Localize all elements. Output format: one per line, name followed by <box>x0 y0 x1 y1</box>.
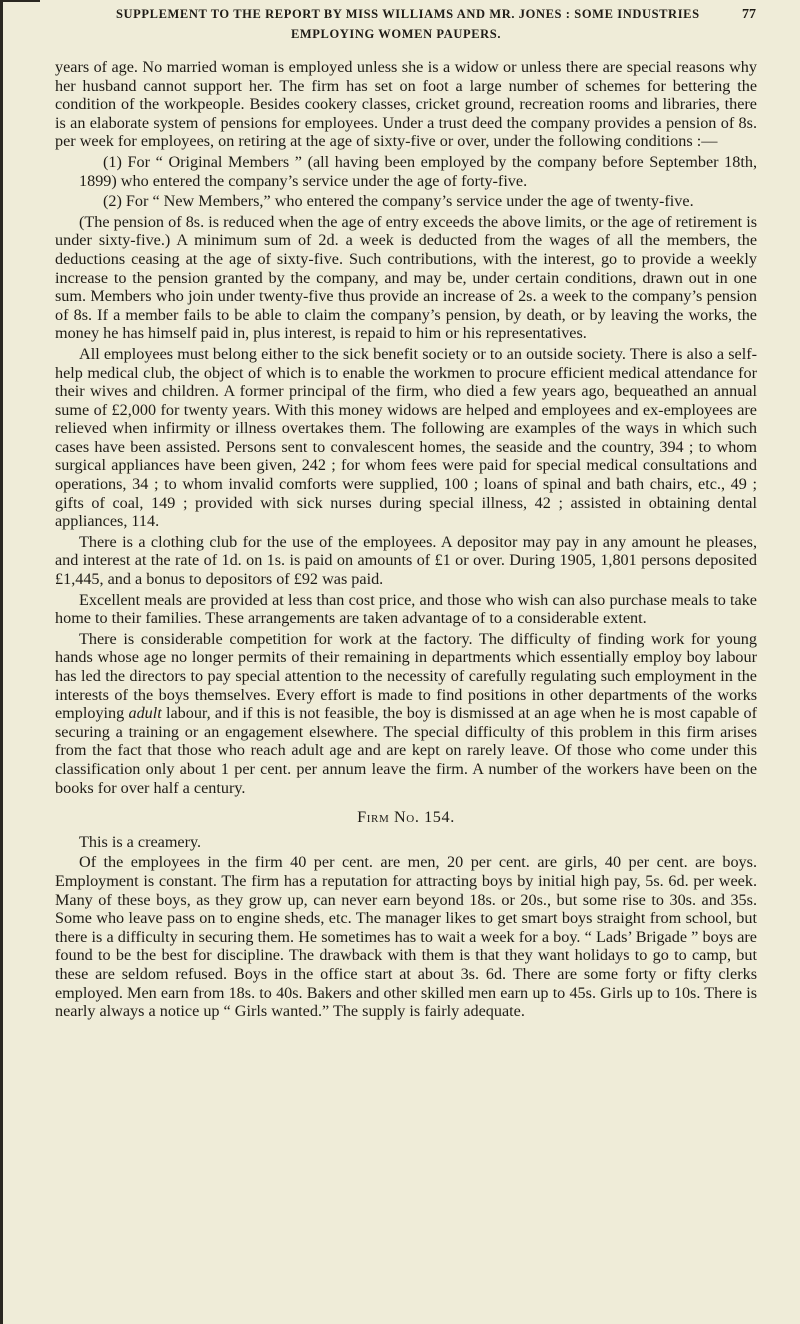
emphasis-adult: adult <box>128 704 162 723</box>
running-head-line <box>116 7 756 23</box>
page-edge <box>0 0 3 1324</box>
section-heading-firm-154: Firm No. 154. <box>357 808 455 827</box>
paragraph-boy-labour-part2: labour, and if this is not feasible, the boy is dismissed at an age when he is most capable of securing a training or an engagement elsewhere. The special difficulty of this problem in this firm arises from the fact that those who reach adult age and are kept on rarely leave. Of those who come under this classification only about 1 per cent. per annum leave the firm. A number of the workers have been on the books for over half a century. <box>55 704 757 797</box>
page-edge-top <box>0 0 40 2</box>
page-number: 77 <box>742 7 756 22</box>
body-text <box>55 58 757 1023</box>
condition-new-members: (2) For “ New Members,” who entered the company’s service under the age of twenty-five. <box>103 192 694 211</box>
page-header <box>116 7 756 42</box>
paragraph-boy-labour-part1: There is considerable competition for work at the factory. The difficulty of finding work for young hands whose age no longer permits of their remaining in departments which essentially employ boy labour has led the directors to pay special attention to the necessity of carefully regulating such employment in the interests of the boys themselves. Every effort is made to find positions in other departments of the works employing <box>55 629 757 723</box>
paragraph-sick-benefit: All employees must belong either to the sick benefit society or to an outside society. There is also a self-help medical club, the object of which is to enable the workmen to procure efficient medical attendance for their wives and children. A former principal of the firm, who died a few years ago, bequeathed an annual sume of £2,000 for twenty years. With this money widows are helped and employees and ex-employees are relieved when infirmity or illness overtakes them. The following are examples of the ways in which such cases have been assisted. Persons sent to convalescent homes, the seaside and the country, 394 ; to whom surgical appliances have been given, 242 ; for whom fees were paid for special medical consultations and operations, 34 ; to whom invalid comforts were supplied, 100 ; loans of spinal and bath chairs, etc., 49 ; gifts of coal, 149 ; provided with sick nurses during special illness, 42 ; assisted in obtaining dental appliances, 114. <box>55 344 757 531</box>
running-head-continued: EMPLOYING WOMEN PAUPERS. <box>290 27 502 41</box>
paragraph-employees: Of the employees in the firm 40 per cent. are men, 20 per cent. are girls, 40 per cent. are boys. Employment is constant. The firm has a reputation for attracting boys by initial high pay, 5s. 6d. per week. Many of these boys, as they grow up, can never earn beyond 18s. or 20s., but some rise to 30s. and 35s. Some who leave pass on to engine sheds, etc. The manager likes to get smart boys straight from school, but there is a difficulty in securing them. He sometimes has to wait a week for a boy. “ Lads’ Brigade ” boys are found to be the best for discipline. The drawback with them is that they want holidays to go to camp, but these are seldom refused. Boys in the office start at about 3s. 6d. There are some forty or fifty clerks employed. Men earn from 18s. to 40s. Bakers and other skilled men earn up to 45s. Girls up to 10s. There is nearly always a notice up “ Girls wanted.” The supply is fairly adequate. <box>55 853 757 1021</box>
paragraph-creamery: This is a creamery. <box>79 832 202 851</box>
condition-original-members: (1) For “ Original Members ” (all having been employed by the company before September 18th, 1899) who entered the company’s service under the age of forty-five. <box>79 152 757 190</box>
paragraph-pensions: years of age. No married woman is employed unless she is a widow or unless there are special reasons why her husband cannot support her. The firm has set on foot a large number of schemes for bettering the condition of the workpeople. Besides cookery classes, cricket ground, recreation rooms and libraries, there is an elaborate system of pensions for employees. Under a trust deed the company provides a pension of 8s. per week for employees, on retiring at the age of sixty-five or over, under the following conditions :— <box>55 58 757 151</box>
paragraph-clothing-club: There is a clothing club for the use of the employees. A depositor may pay in any amount he pleases, and interest at the rate of 1d. on 1s. is paid on amounts of £1 or over. During 1905, 1,801 persons deposited £1,445, and a bonus to depositors of £92 was paid. <box>55 532 757 589</box>
paragraph-pension-reduction: (The pension of 8s. is reduced when the age of entry exceeds the above limits, or the age of retirement is under sixty-five.) A minimum sum of 2d. a week is deducted from the wages of all the members, the deductions ceasing at the age of sixty-five. Such contributions, with the interest, go to provide a weekly increase to the pension granted by the company, and may be, under certain conditions, drawn out in one sum. Members who join under twenty-five thus provide an increase of 2s. a week to the company’s pension of 8s. If a member fails to be able to claim the company’s pension, by death, or by leaving the works, the money he has himself paid in, plus interest, is repaid to him or his representatives. <box>55 212 757 343</box>
running-head: SUPPLEMENT TO THE REPORT BY MISS WILLIAMS AND MR. JONES : SOME INDUSTRIES <box>116 7 700 21</box>
paragraph-meals: Excellent meals are provided at less than cost price, and those who wish can also purchase meals to take home to their families. These arrangements are taken advantage of to a considerable extent. <box>55 590 757 628</box>
paragraph-boy-labour <box>55 630 757 797</box>
